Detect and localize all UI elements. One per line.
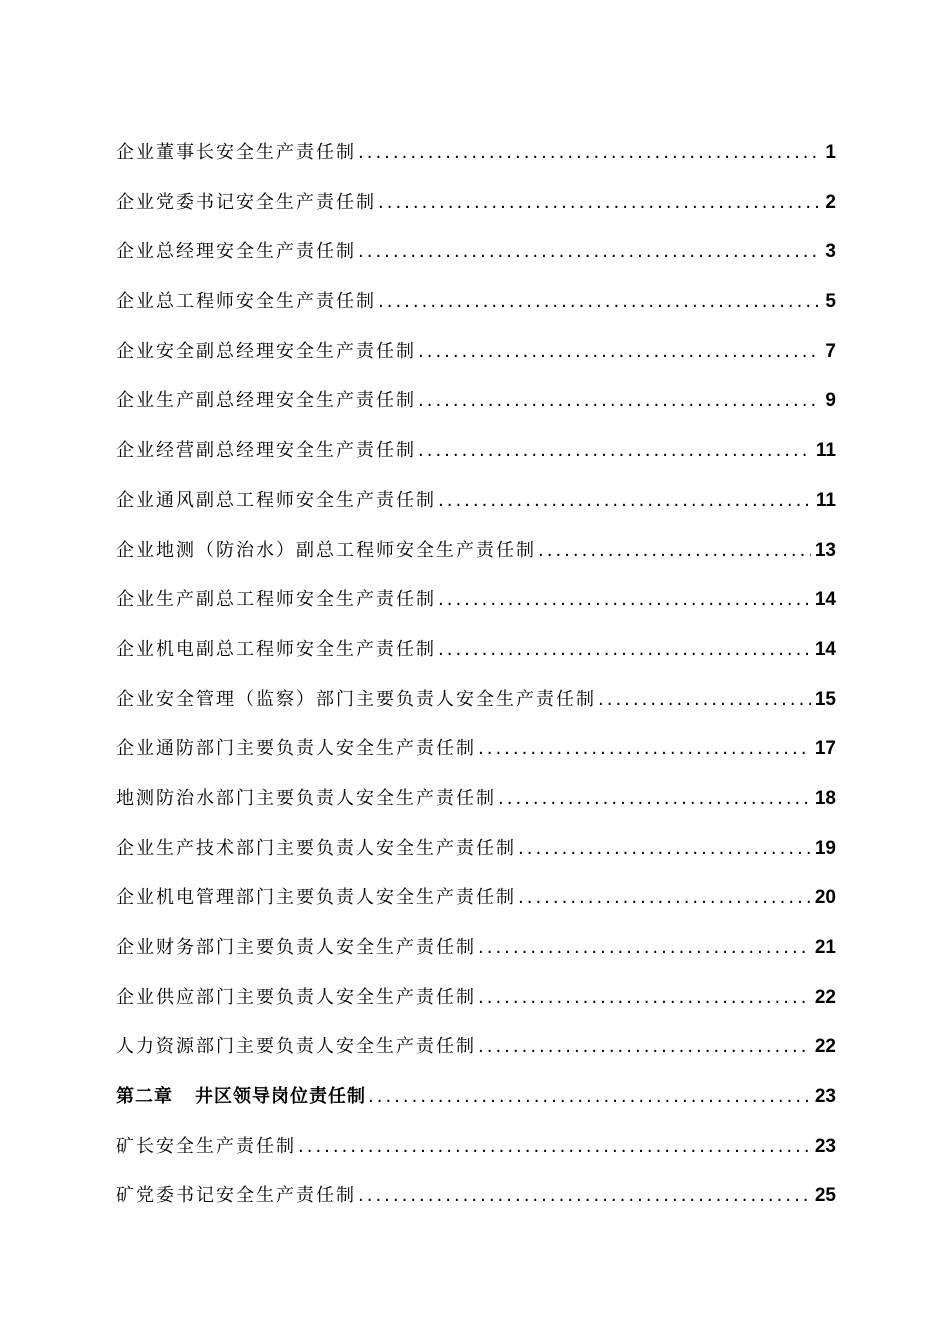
toc-entry-title: 企业地测（防治水）副总工程师安全生产责任制 xyxy=(116,539,536,561)
dot-leader xyxy=(358,227,821,277)
toc-page-number: 22 xyxy=(814,986,836,1008)
chapter-title xyxy=(116,1072,366,1122)
toc-page-number: 20 xyxy=(814,887,836,909)
toc-page-number: 9 xyxy=(825,390,836,412)
toc-entry-title: 企业党委书记安全生产责任制 xyxy=(116,191,376,213)
toc-entry-title: 企业生产技术部门主要负责人安全生产责任制 xyxy=(116,837,516,859)
toc-entry-title: 企业总工程师安全生产责任制 xyxy=(116,291,376,313)
toc-page-number: 15 xyxy=(814,688,836,710)
toc-entry-title: 矿党委书记安全生产责任制 xyxy=(116,1185,356,1207)
toc-page-number: 13 xyxy=(814,539,836,561)
toc-entry-title: 矿长安全生产责任制 xyxy=(116,1135,296,1157)
toc-page-number: 25 xyxy=(814,1185,836,1207)
toc-entry[interactable] xyxy=(116,376,836,426)
dot-leader xyxy=(598,675,811,725)
toc-entry[interactable] xyxy=(116,277,836,327)
toc-entry[interactable] xyxy=(116,873,836,923)
toc-entry-title: 企业供应部门主要负责人安全生产责任制 xyxy=(116,986,476,1008)
toc-entry-title: 企业董事长安全生产责任制 xyxy=(116,142,356,163)
toc-entry[interactable] xyxy=(116,526,836,576)
toc-entry[interactable] xyxy=(116,625,836,675)
dot-leader xyxy=(438,575,811,625)
toc-entry[interactable] xyxy=(116,178,836,228)
toc-page-number: 11 xyxy=(815,489,836,511)
toc-page-number: 22 xyxy=(814,1036,836,1058)
toc-entry[interactable] xyxy=(116,724,836,774)
toc-entry-title: 企业总经理安全生产责任制 xyxy=(116,241,356,263)
toc-entry-title: 地测防治水部门主要负责人安全生产责任制 xyxy=(116,787,496,809)
dot-leader xyxy=(438,476,812,526)
toc-entry-title: 企业通防部门主要负责人安全生产责任制 xyxy=(116,738,476,760)
dot-leader xyxy=(498,774,811,824)
toc-entry[interactable] xyxy=(116,1171,836,1221)
toc-entry-title: 企业机电管理部门主要负责人安全生产责任制 xyxy=(116,887,516,909)
toc-page-number: 5 xyxy=(825,291,836,313)
toc-entry-title: 企业通风副总工程师安全生产责任制 xyxy=(116,489,436,511)
toc-page-number: 23 xyxy=(814,1086,836,1108)
dot-leader xyxy=(478,973,811,1023)
dot-leader xyxy=(378,277,821,327)
dot-leader xyxy=(438,625,811,675)
toc-page-number: 2 xyxy=(825,191,836,213)
dot-leader xyxy=(538,526,811,576)
dot-leader xyxy=(378,178,821,228)
dot-leader xyxy=(418,426,812,476)
dot-leader xyxy=(418,376,821,426)
toc-entry[interactable] xyxy=(116,1122,836,1172)
toc-page-number: 18 xyxy=(814,787,836,809)
toc-page-number: 3 xyxy=(825,241,836,263)
toc-entry[interactable] xyxy=(116,128,836,178)
toc-entry[interactable] xyxy=(116,227,836,277)
toc-page-number: 14 xyxy=(814,589,836,611)
toc-page-number: 17 xyxy=(814,738,836,760)
dot-leader xyxy=(298,1122,811,1172)
toc-entry-title: 企业安全管理（监察）部门主要负责人安全生产责任制 xyxy=(116,688,596,710)
toc-entry-title: 企业经营副总经理安全生产责任制 xyxy=(116,440,416,462)
dot-leader xyxy=(478,1022,811,1072)
dot-leader xyxy=(478,923,811,973)
toc-entry[interactable] xyxy=(116,327,836,377)
toc-page-number: 23 xyxy=(814,1135,836,1157)
dot-leader xyxy=(518,824,811,874)
toc-page-number: 1 xyxy=(825,142,836,163)
chapter-label: 第二章 xyxy=(116,1086,173,1108)
toc-entry-title: 企业财务部门主要负责人安全生产责任制 xyxy=(116,937,476,958)
toc-page-number: 7 xyxy=(825,340,836,362)
chapter-name: 井区领导岗位责任制 xyxy=(195,1086,366,1108)
dot-leader xyxy=(358,128,821,178)
toc-entry[interactable] xyxy=(116,824,836,874)
toc-entry[interactable] xyxy=(116,426,836,476)
toc-page-number: 11 xyxy=(815,440,836,462)
dot-leader xyxy=(358,1171,811,1221)
toc-entry[interactable] xyxy=(116,1022,836,1072)
toc-chapter-heading[interactable] xyxy=(116,1072,836,1122)
toc-entry[interactable] xyxy=(116,973,836,1023)
toc-entry-title: 企业机电副总工程师安全生产责任制 xyxy=(116,638,436,660)
toc-page-number: 14 xyxy=(814,638,836,660)
toc-page-number: 21 xyxy=(814,937,836,958)
dot-leader xyxy=(518,873,811,923)
dot-leader xyxy=(368,1072,811,1122)
toc-entry-title: 企业生产副总工程师安全生产责任制 xyxy=(116,589,436,611)
table-of-contents xyxy=(116,128,836,1221)
toc-entry[interactable] xyxy=(116,575,836,625)
dot-leader xyxy=(418,327,821,377)
toc-entry-title: 企业安全副总经理安全生产责任制 xyxy=(116,340,416,362)
toc-entry[interactable] xyxy=(116,476,836,526)
toc-page-number: 19 xyxy=(814,837,836,859)
toc-entry-title: 企业生产副总经理安全生产责任制 xyxy=(116,390,416,412)
toc-entry[interactable] xyxy=(116,923,836,973)
toc-entry-title: 人力资源部门主要负责人安全生产责任制 xyxy=(116,1036,476,1058)
toc-entry[interactable] xyxy=(116,774,836,824)
toc-entry[interactable] xyxy=(116,675,836,725)
dot-leader xyxy=(478,724,811,774)
